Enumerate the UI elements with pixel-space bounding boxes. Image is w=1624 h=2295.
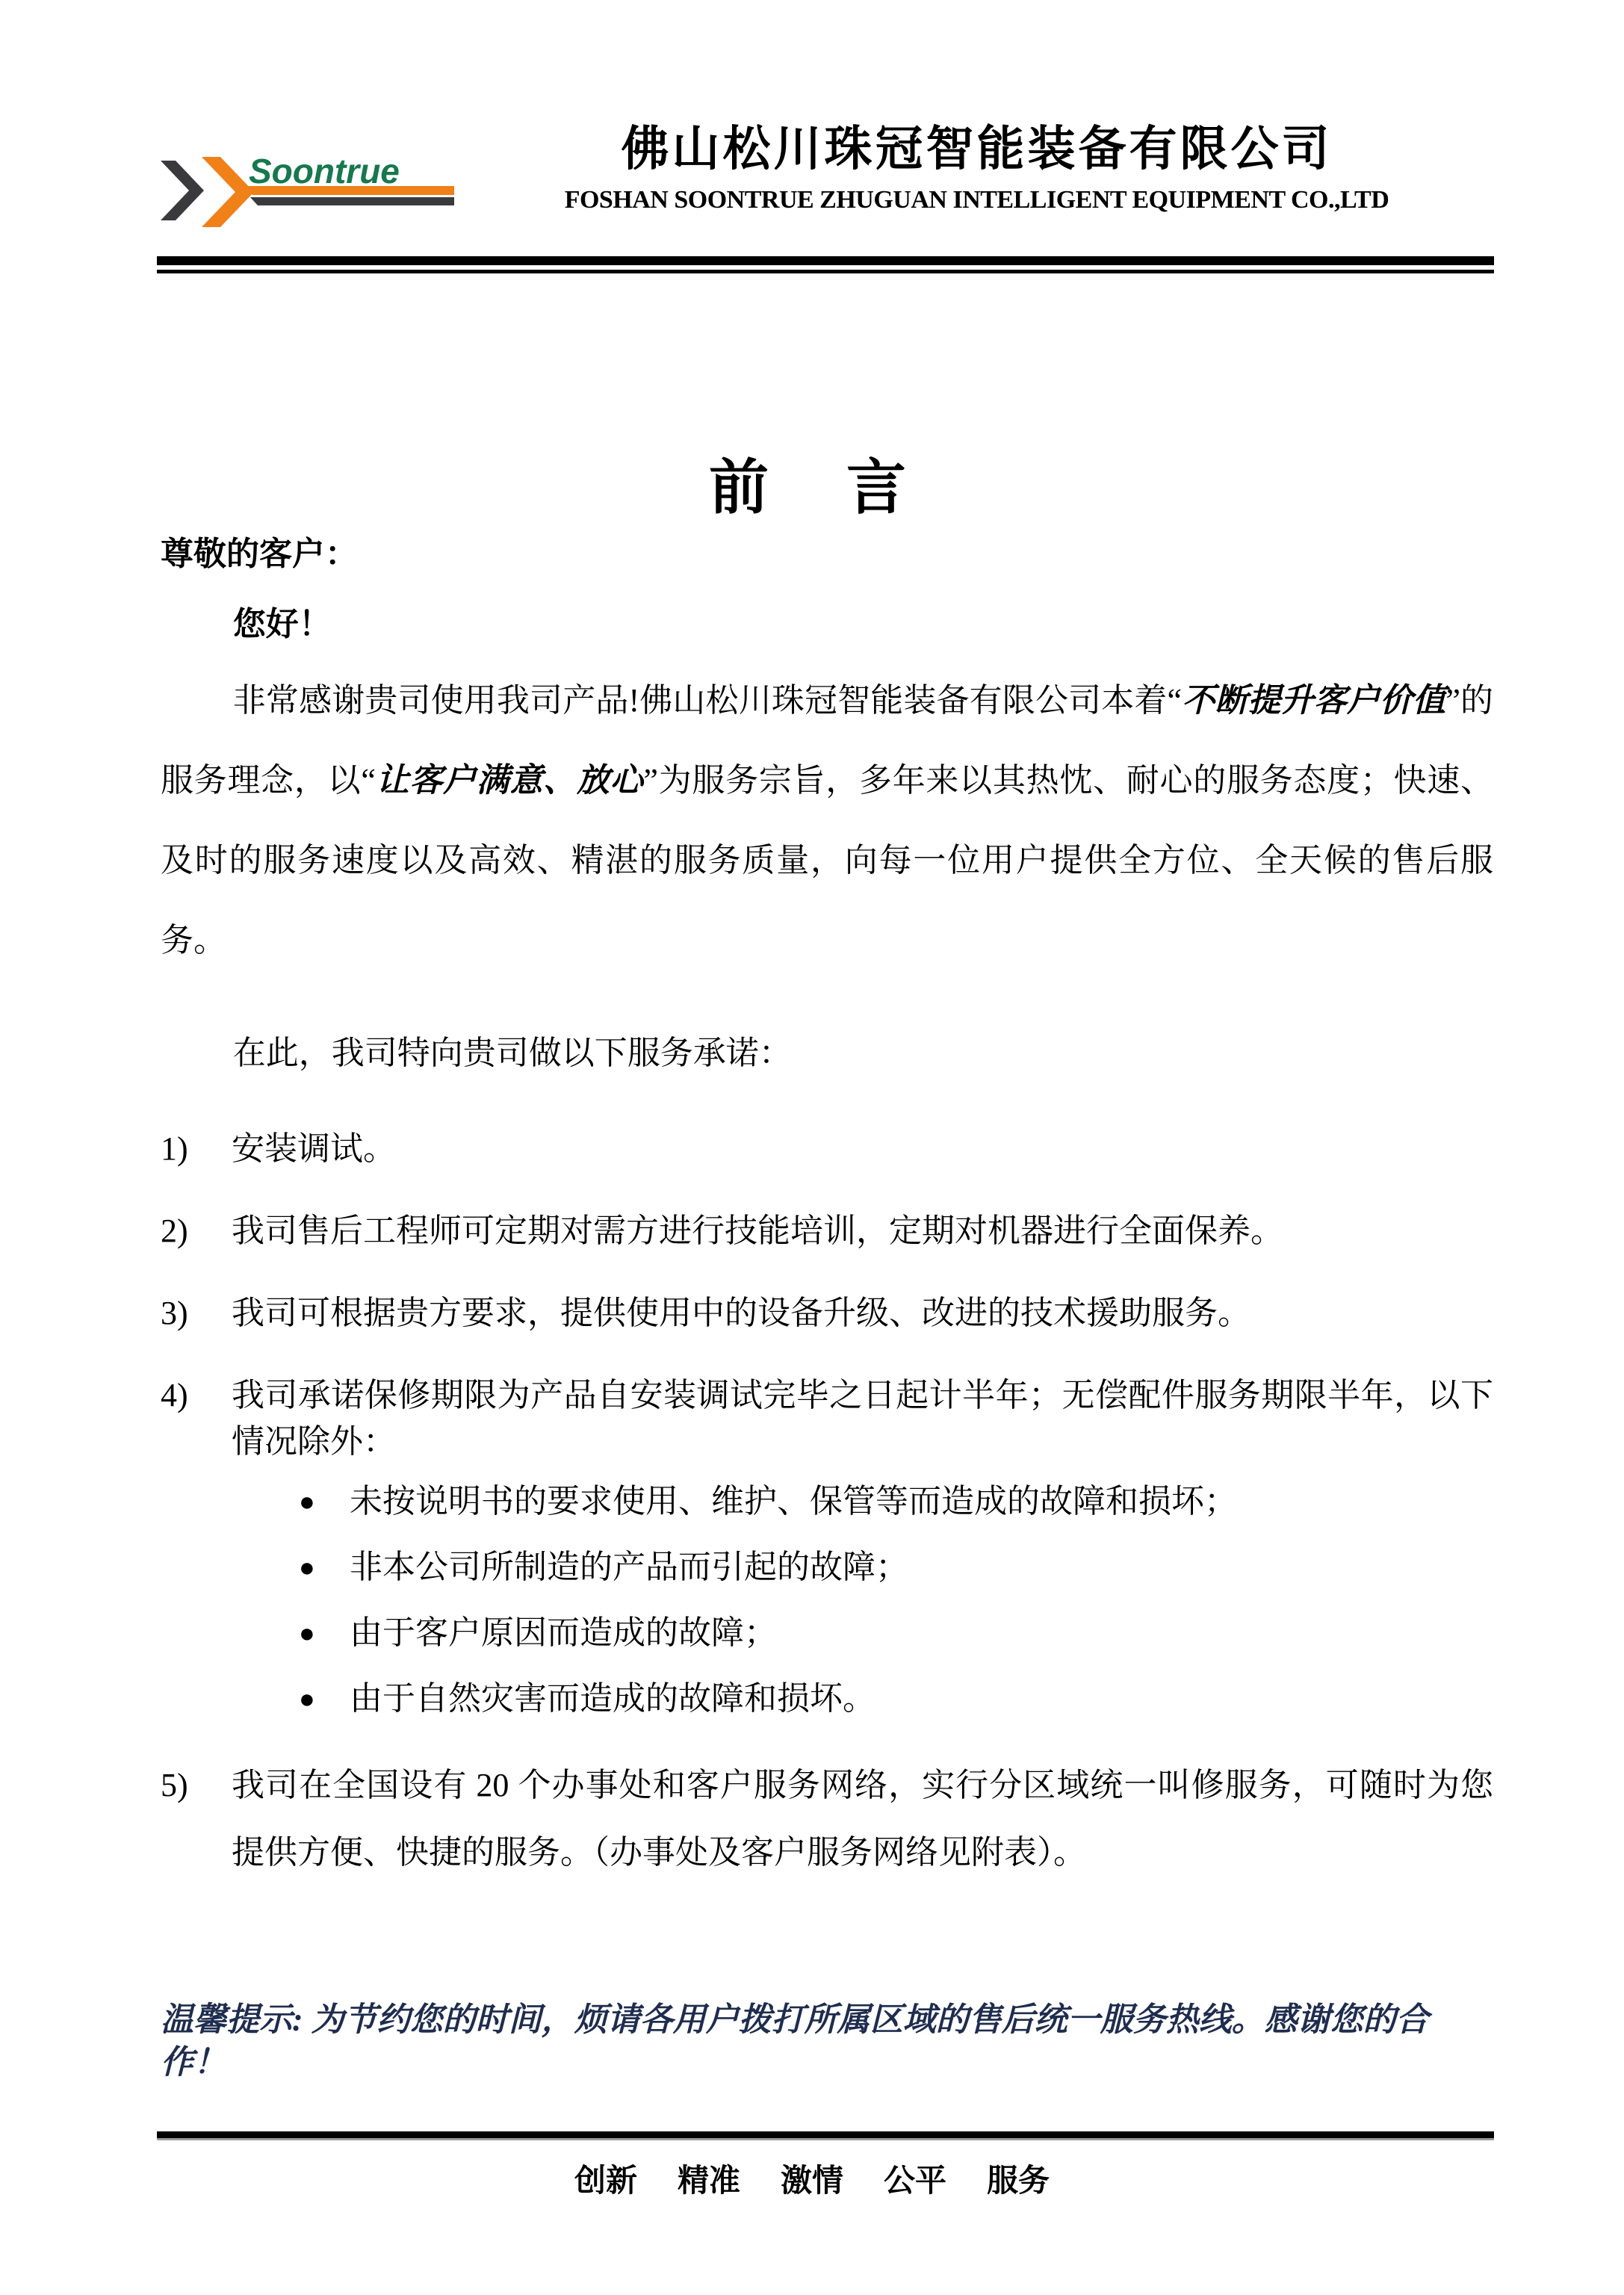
logo-chevron-dark-icon <box>161 161 204 220</box>
list-item-text: 我司可根据贵方要求，提供使用中的设备升级、改进的技术援助服务。 <box>232 1295 1250 1331</box>
exception-list <box>299 1478 1493 1722</box>
list-item-number: 4) <box>161 1377 188 1413</box>
greeting: 您好！ <box>232 606 332 642</box>
company-name-chinese: 佛山松川珠冠智能装备有限公司 <box>621 123 1333 176</box>
list-item <box>161 1372 1493 1465</box>
list-item-number: 1) <box>161 1130 188 1167</box>
logo-bar-dark <box>250 197 454 205</box>
list-item-number: 2) <box>161 1212 188 1249</box>
salutation: 尊敬的客户： <box>161 536 358 572</box>
list-item-text: 我司在全国设有 20 个办事处和客户服务网络，实行分区域统一叫修服务，可随时为您提供方便、快捷的服务。（办事处及客户服务网络见附表）。 <box>232 1767 1493 1871</box>
intro-slogan-1: 不断提升客户价值 <box>1182 682 1446 719</box>
logo-chevron-orange-icon <box>202 157 254 227</box>
bullet-icon: ● <box>299 1487 315 1517</box>
intro-seg-1: 非常感谢贵司使用我司产品!佛山松川珠冠智能装备有限公司本着“ <box>232 682 1183 719</box>
footer-rule <box>157 2131 1494 2140</box>
document-content <box>161 538 1493 2084</box>
footer-word: 激情 <box>780 2163 843 2198</box>
header-rule-thin <box>157 270 1494 273</box>
bullet-icon: ● <box>299 1618 315 1648</box>
bullet-item-text: 未按说明书的要求使用、维护、保管等而造成的故障和损坏； <box>350 1483 1237 1520</box>
page-header <box>0 0 1624 228</box>
list-item-text: 安装调试。 <box>232 1130 396 1167</box>
list-item <box>161 1752 1493 1886</box>
bullet-item-text: 由于自然灾害而造成的故障和损坏。 <box>350 1680 875 1717</box>
bullet-icon: ● <box>299 1684 315 1714</box>
bullet-item-text: 由于客户原因而造成的故障； <box>350 1614 777 1651</box>
list-item <box>161 1126 1493 1172</box>
list-item <box>161 1208 1493 1254</box>
footer-word: 公平 <box>884 2163 947 2198</box>
list-item-text: 我司售后工程师可定期对需方进行技能培训，定期对机器进行全面保养。 <box>232 1212 1283 1249</box>
warm-tip-note: 温馨提示: 为节约您的时间，烦请各用户拨打所属区域的售后统一服务热线。感谢您的合作！ <box>161 2001 1429 2081</box>
header-rule <box>157 256 1494 273</box>
footer-word: 服务 <box>987 2163 1050 2198</box>
bullet-item-text: 非本公司所制造的产品而引起的故障； <box>350 1549 908 1585</box>
page-title: 前 言 <box>709 456 915 521</box>
bullet-icon: ● <box>299 1552 315 1582</box>
footer-word: 创新 <box>574 2163 637 2198</box>
logo-brand-text: Soontrue <box>249 153 400 191</box>
footer-motto <box>0 2156 1624 2201</box>
bullet-item <box>299 1478 1493 1525</box>
bullet-item <box>299 1676 1493 1722</box>
intro-seg-5: ”为服务宗旨，多年来以其热忱、耐心的服务态度；快速、及时的服务速度以及高效、精湛的服务质量，向每一位用户提供全方位、全天候的售后服务。 <box>161 762 1494 958</box>
promise-list <box>161 1126 1493 1465</box>
company-name-english: FOSHAN SOONTRUE ZHUGUAN INTELLIGENT EQUIPMENT CO.,LTD <box>564 186 1389 214</box>
footer-word: 精准 <box>677 2163 740 2198</box>
bullet-item <box>299 1610 1493 1656</box>
list-item-number: 5) <box>161 1767 188 1803</box>
intro-seg-3: ”的服务理念，以“ <box>161 682 1493 799</box>
intro-slogan-2: 让客户满意、放心 <box>375 762 644 799</box>
header-titles <box>459 123 1494 228</box>
list-item-text: 我司承诺保修期限为产品自安装调试完毕之日起计半年；无偿配件服务期限半年，以下情况除外： <box>232 1377 1493 1460</box>
promise-lead: 在此，我司特向贵司做以下服务承诺： <box>232 1035 792 1071</box>
header-rule-thick <box>157 256 1494 265</box>
bullet-item <box>299 1544 1493 1591</box>
list-item <box>161 1290 1493 1337</box>
list-item-number: 3) <box>161 1295 188 1331</box>
soontrue-logo <box>161 153 459 228</box>
intro-paragraph <box>161 660 1493 980</box>
